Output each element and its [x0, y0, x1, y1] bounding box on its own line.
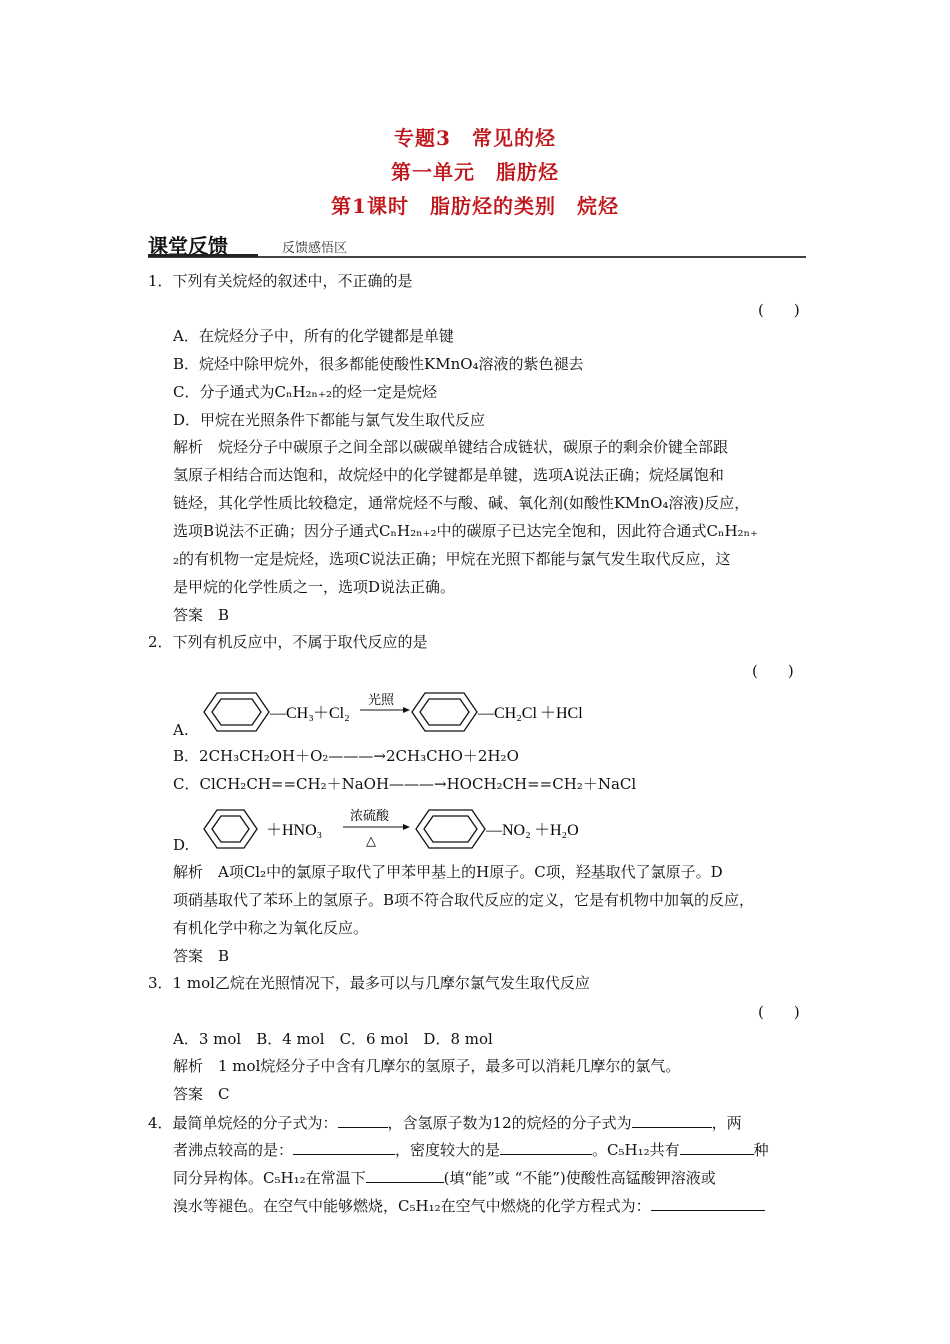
h2o-product: ＋H₂O	[534, 822, 579, 839]
answer-blank[interactable]	[651, 1196, 765, 1211]
no2-group: —NO₂	[486, 822, 531, 839]
answer-blank[interactable]	[680, 1140, 754, 1155]
q4-line	[173, 1140, 769, 1159]
q1-answer-paren: ( )	[758, 301, 800, 319]
q4-text: 溴水等褪色。在空气中能够燃烧，C₅H₁₂在空气中燃烧的化学方程式为：	[173, 1197, 651, 1215]
hcl-product: ＋HCl	[540, 705, 583, 722]
answer-blank[interactable]	[293, 1140, 395, 1155]
q4-line	[173, 1168, 716, 1187]
q2-explanation-line: 有机化学中称之为氧化反应。	[173, 919, 369, 937]
cl2-reactant: ＋Cl₂	[313, 705, 350, 722]
q4-line	[148, 1113, 742, 1132]
topic-title: 专题3 常见的烃	[394, 126, 556, 150]
lesson-title: 第1课时 脂肪烃的类别 烷烃	[331, 194, 619, 218]
q4-text: 。C₅H₁₂共有	[592, 1141, 680, 1159]
q4-text: (填“能”或 “不能”)使酸性高锰酸钾溶液或	[443, 1169, 716, 1187]
q1-explanation-line: 是甲烷的化学性质之一，选项D说法正确。	[173, 578, 456, 596]
q4-text: ，密度较大的是	[395, 1141, 501, 1159]
q2-explanation-line: 解析 A项Cl₂中的氯原子取代了甲苯甲基上的H原子。C项，羟基取代了氯原子。D	[173, 863, 723, 881]
answer-blank[interactable]	[366, 1168, 444, 1183]
hno3-reactant: ＋HNO₃	[266, 822, 323, 839]
q2-option-d-label: D.	[173, 836, 190, 854]
q2-explanation-line: 项硝基取代了苯环上的氢原子。B项不符合取代反应的定义，它是有机物中加氧的反应，	[173, 891, 755, 909]
q1-option-c: C．分子通式为CₙH₂ₙ₊₂的烃一定是烷烃	[173, 383, 437, 401]
q2-option-a-reaction	[198, 690, 618, 734]
q1-option-a: A．在烷烃分子中，所有的化学键都是单键	[173, 327, 454, 345]
q1-explanation-line: 选项B说法不正确；因分子通式CₙH₂ₙ₊₂中的碳原子已达完全饱和，因此符合通式CₙH₂ₙ₊	[173, 522, 758, 540]
q2-stem: 2．下列有机反应中，不属于取代反应的是	[148, 633, 428, 651]
q3-explanation: 解析 1 mol烷烃分子中含有几摩尔的氢原子，最多可以消耗几摩尔的氯气。	[173, 1057, 681, 1075]
q3-stem: 3．1 mol乙烷在光照情况下，最多可以与几摩尔氯气发生取代反应	[148, 974, 590, 992]
q1-explanation-line: 链烃，其化学性质比较稳定，通常烷烃不与酸、碱、氧化剂(如酸性KMnO₄溶液)反应，	[173, 494, 750, 512]
q3-options: A．3 mol B．4 mol C．6 mol D．8 mol	[173, 1030, 493, 1048]
answer-blank[interactable]	[632, 1113, 712, 1128]
q1-explanation-line: ₂的有机物一定是烷烃，选项C说法正确；甲烷在光照下都能与氯气发生取代反应，这	[173, 550, 731, 568]
benzene-ring-icon	[412, 693, 477, 731]
benzene-ring-icon	[416, 810, 485, 848]
section-underline	[148, 254, 258, 257]
q2-option-b: B．2CH₃CH₂OH＋O₂———→2CH₃CHO＋2H₂O	[173, 747, 519, 765]
q4-text: 种	[753, 1141, 769, 1159]
section-subheading: 反馈感悟区	[282, 241, 348, 256]
benzene-ring-icon	[204, 810, 257, 848]
q3-answer-paren: ( )	[758, 1003, 800, 1021]
q2-option-d-reaction	[198, 805, 618, 851]
q4-text: 4．最简单烷烃的分子式为：	[148, 1114, 338, 1132]
q2-option-a-label: A.	[173, 721, 189, 739]
q1-option-b: B．烷烃中除甲烷外，很多都能使酸性KMnO₄溶液的紫色褪去	[173, 355, 584, 373]
unit-title: 第一单元 脂肪烃	[391, 160, 559, 184]
q4-text: ，含氢原子数为12的烷烃的分子式为	[387, 1114, 632, 1132]
q4-text: 者沸点较高的是：	[173, 1141, 294, 1159]
q4-text: ，两	[711, 1114, 742, 1132]
q1-answer: 答案 B	[173, 606, 230, 624]
q1-stem: 1．下列有关烷烃的叙述中，不正确的是	[148, 272, 413, 290]
condition-heat: △	[366, 834, 376, 849]
reaction-arrow-head	[403, 707, 410, 713]
condition-light: 光照	[368, 693, 395, 708]
benzene-ring-icon	[204, 693, 269, 731]
q4-text: 同分异构体。C₅H₁₂在常温下	[173, 1169, 366, 1187]
condition-acid: 浓硫酸	[350, 809, 390, 824]
ch3-group: —CH₃	[270, 705, 314, 722]
q3-answer: 答案 C	[173, 1085, 230, 1103]
q2-answer: 答案 B	[173, 947, 230, 965]
section-heading: 课堂反馈	[148, 234, 228, 258]
q2-option-c: C．ClCH₂CH==CH₂＋NaOH———→HOCH₂CH==CH₂＋NaCl	[173, 775, 637, 793]
answer-blank[interactable]	[500, 1140, 592, 1155]
q1-option-d: D．甲烷在光照条件下都能与氯气发生取代反应	[173, 411, 486, 429]
q1-explanation-line: 解析 烷烃分子中碳原子之间全部以碳碳单键结合成链状，碳原子的剩余价键全部跟	[173, 438, 729, 456]
reaction-arrow-head	[403, 824, 410, 830]
answer-blank[interactable]	[338, 1113, 388, 1128]
q2-answer-paren: ( )	[752, 662, 794, 680]
q1-explanation-line: 氢原子相结合而达饱和，故烷烃中的化学键都是单键，选项A说法正确；烷烃属饱和	[173, 466, 724, 484]
q4-line	[173, 1196, 765, 1215]
ch2cl-group: —CH₂Cl	[478, 705, 537, 722]
